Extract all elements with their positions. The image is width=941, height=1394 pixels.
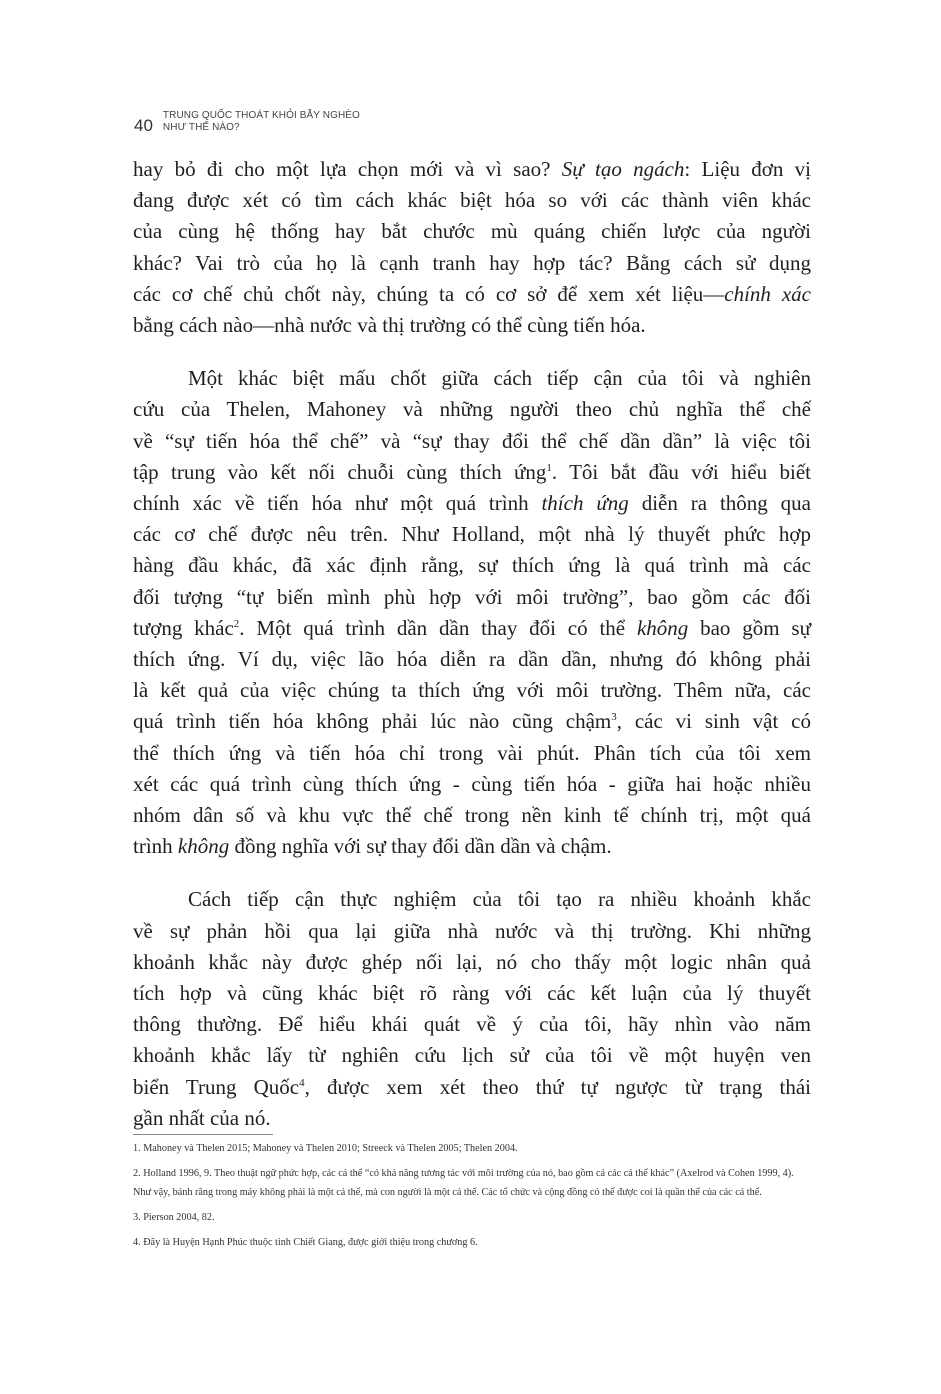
text-line: đang được xét có tìm cách khác biệt hóa so với các thành viên khác [133, 188, 811, 213]
paragraph-1 [133, 154, 811, 341]
footnote-ref: 3 [611, 711, 617, 724]
running-title [163, 110, 360, 134]
text-line: hàng đầu khác, đã xác định rằng, sự thích ứng là quá trình mà các [133, 553, 811, 578]
footnotes [133, 1139, 811, 1258]
running-title-line-1: TRUNG QUỐC THOÁT KHỎI BẪY NGHÈO [162, 110, 360, 121]
footnote-ref: 1 [546, 461, 552, 474]
text-line: đối tượng “tự biến mình phù hợp với môi trường”, bao gồm các đối [133, 584, 811, 609]
text-line: về sự phản hồi qua lại giữa nhà nước và thị trường. Khi những [133, 918, 811, 943]
italic-term: Sự tạo ngách [561, 157, 685, 181]
text-line: hay bỏ đi cho một lựa chọn mới và vì sao? Sự tạo ngách: Liệu đơn vị [133, 157, 811, 181]
text-line: các cơ chế được nêu trên. Như Holland, một nhà lý thuyết phức hợp [133, 522, 811, 547]
text-line: gần nhất của nó. [133, 1105, 271, 1130]
text-line: chính xác về tiến hóa như một quá trình thích ứng diễn ra thông qua [133, 491, 811, 516]
body-text [133, 154, 811, 1134]
text-line: tập trung vào kết nối chuỗi cùng thích ứng$^1$. Tôi bắt đầu với hiểu biết [133, 459, 811, 484]
running-header [134, 110, 360, 134]
text-line: thông thường. Để hiểu khái quát về ý của tôi, hãy nhìn vào năm [133, 1012, 811, 1037]
text-line: là kết quả của việc chúng ta thích ứng với môi trường. Thêm nữa, các [133, 678, 811, 703]
text-line: thể thích ứng và tiến hóa chỉ trong vài phút. Phân tích của tôi xem [133, 740, 811, 765]
footnote-divider [133, 1134, 273, 1135]
text-line: khoảnh khắc này được ghép nối lại, nó cho thấy một logic nhân quả [133, 949, 811, 974]
text-line: của cùng hệ thống hay bắt chước mù quáng chiến lược của người [133, 219, 811, 244]
text-line: nhóm dân số và khu vực thể chế trong nền kinh tế chính trị, một quá [133, 803, 811, 828]
text-line: tượng khác$^2$. Một quá trình dần dần thay đổi có thể không bao gồm sự [133, 615, 811, 640]
footnote-2: 2. Holland 1996, 9. Theo thuật ngữ phức hợp, các cá thể “có khả năng tương tác với môi trường của nó, bao gồm cả các cá thể khác” (Axelrod và Cohen 1999, 4). Như vậy, bánh răng trong máy không phải là một cá thể, mà con người là một cá thể. Các tổ chức và cộng đồng có thể được coi là quần thể của các cá thể. [133, 1168, 794, 1198]
page-number: 40 [134, 116, 153, 135]
text-line: cứu của Thelen, Mahoney và những người theo chủ nghĩa thể chế [133, 397, 811, 422]
running-title-line-2: NHƯ THẾ NÀO? [162, 122, 240, 133]
text-line: trình không đồng nghĩa với sự thay đổi dần dần và chậm. [133, 834, 612, 859]
footnote-3: 3. Pierson 2004, 82. [133, 1212, 215, 1223]
footnote-ref: 4 [299, 1076, 305, 1089]
text-line: về “sự tiến hóa thể chế” và “sự thay đổi thể chế dần dần” là việc tôi [133, 428, 811, 453]
text-line: khác? Vai trò của họ là cạnh tranh hay hợp tác? Bằng cách sử dụng [133, 250, 811, 275]
footnote-4: 4. Đây là Huyện Hạnh Phúc thuộc tỉnh Chiết Giang, được giới thiệu trong chương 6. [133, 1237, 478, 1248]
italic-term: thích ứng [541, 491, 629, 516]
italic-term: chính xác [724, 281, 812, 306]
text-line: xét các quá trình cùng thích ứng - cùng tiến hóa - giữa hai hoặc nhiều [133, 771, 811, 796]
italic-term: không [636, 615, 689, 640]
text-line: các cơ chế chủ chốt này, chúng ta có cơ sở để xem xét liệu—chính xác [133, 281, 812, 306]
text-line: quá trình tiến hóa không phải lúc nào cũng chậm$^3$, các vi sinh vật có [133, 709, 811, 734]
text-line: biển Trung Quốc$^4$, được xem xét theo thứ tự ngược từ trạng thái [133, 1074, 811, 1099]
paragraph-2 [133, 363, 811, 862]
text-line: tích hợp và cũng khác biệt rõ ràng với các kết luận của lý thuyết [133, 981, 811, 1006]
footnote-ref: 2 [233, 617, 240, 630]
text-line: Cách tiếp cận thực nghiệm của tôi tạo ra nhiều khoảnh khắc [188, 887, 811, 912]
footnote-1: 1. Mahoney và Thelen 2015; Mahoney và Thelen 2010; Streeck và Thelen 2005; Thelen 2004. [133, 1143, 518, 1154]
text-line: bằng cách nào—nhà nước và thị trường có thể cùng tiến hóa. [133, 313, 646, 338]
text-line: khoảnh khắc lấy từ nghiên cứu lịch sử của tôi về một huyện ven [133, 1043, 811, 1068]
paragraph-3 [133, 884, 811, 1134]
italic-term: không [177, 834, 230, 859]
text-line: thích ứng. Ví dụ, việc lão hóa diễn ra dần dần, nhưng đó không phải [133, 647, 811, 672]
text-line: Một khác biệt mấu chốt giữa cách tiếp cận của tôi và nghiên [188, 366, 811, 391]
